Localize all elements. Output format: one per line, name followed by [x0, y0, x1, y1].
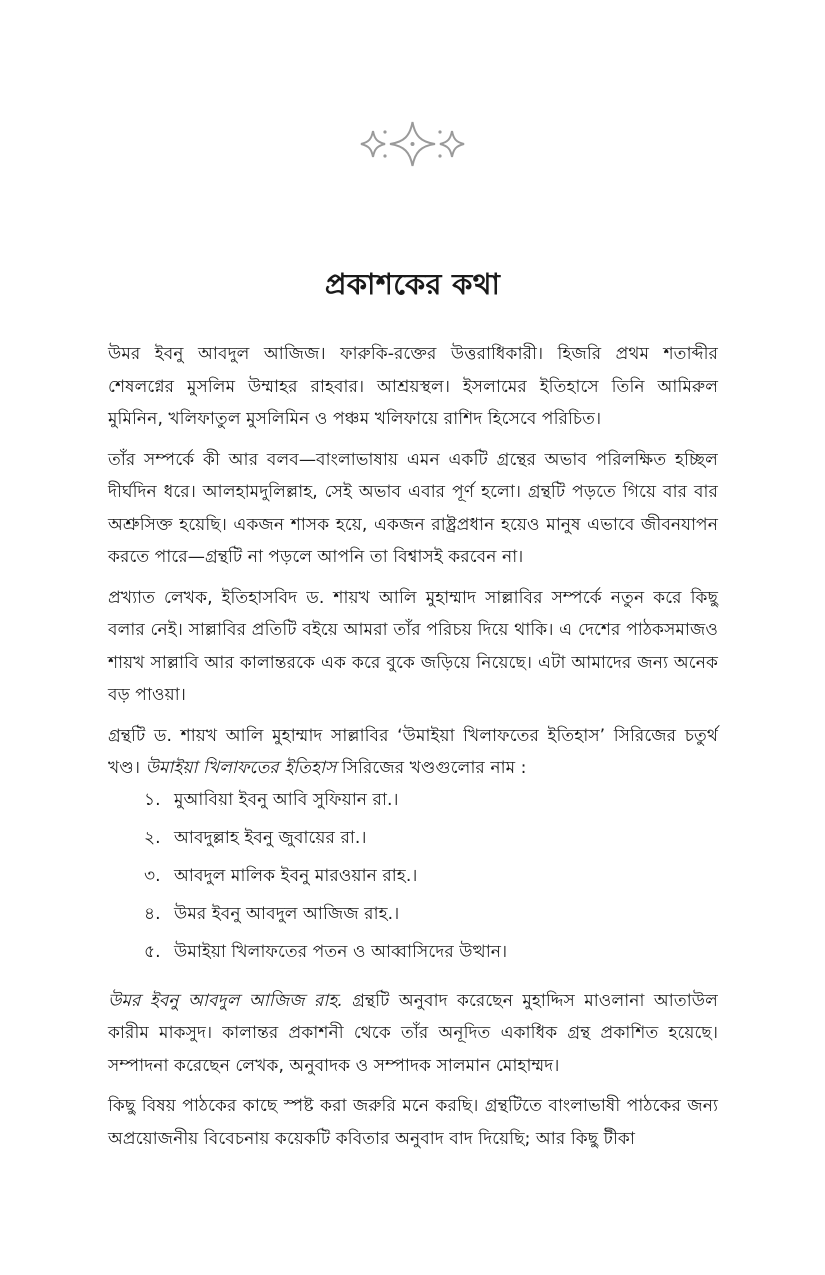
- series-tail-text: সিরিজের খণ্ডগুলোর নাম :: [341, 758, 527, 778]
- paragraph-author: প্রখ্যাত লেখক, ইতিহাসবিদ ড. শায়খ আলি মুহাম্মাদ সাল্লাবির সম্পর্কে নতুন করে কিছু বলার নেই। সাল্লাবির প্রতিটি বইয়ে আমরা তাঁর পরিচয় দিয়ে থাকি। এ দেশের পাঠকসমাজও শায়খ সাল্লাবি আর কালান্তরকে এক করে বুকে জড়িয়ে নিয়েছে। এটা আমাদের জন্য অনেক বড় পাওয়া।: [108, 587, 718, 705]
- list-item-title: উমাইয়া খিলাফতের পতন ও আব্বাসিদের উত্থান।: [174, 941, 508, 962]
- list-item: [108, 827, 718, 865]
- page-title: প্রকাশকের কথা: [324, 267, 501, 301]
- list-item-number: ৩.: [144, 865, 161, 886]
- list-item: [108, 865, 718, 903]
- list-item-title: মুআবিয়া ইবনু আবি সুফিয়ান রা.।: [174, 789, 399, 810]
- list-item: [108, 941, 718, 979]
- body-text: [108, 338, 718, 1163]
- series-volume-list: [108, 789, 718, 979]
- list-item-title: আবদুল মালিক ইবনু মারওয়ান রাহ.।: [174, 865, 418, 886]
- list-item-number: ২.: [144, 827, 161, 848]
- paragraph-intro: উমর ইবনু আবদুল আজিজ। ফারুকি-রক্তের উত্তরাধিকারী। হিজরি প্রথম শতাব্দীর শেষলগ্নের মুসলিম উম্মাহর রাহবার। আশ্রয়স্থল। ইসলামের ইতিহাসে তিনি আমিরুল মুমিনিন, খলিফাতুল মুসলিমিন ও পঞ্চম খলিফায়ে রাশিদ হিসেবে পরিচিত।: [108, 344, 718, 429]
- list-item-title: উমর ইবনু আবদুল আজিজ রাহ.।: [174, 903, 400, 924]
- paragraph-notes: কিছু বিষয় পাঠকের কাছে স্পষ্ট করা জরুরি মনে করছি। গ্রন্থটিতে বাংলাভাষী পাঠকের জন্য অপ্রয়োজনীয় বিবেচনায় কয়েকটি কবিতার অনুবাদ বাদ দিয়েছি; আর কিছু টীকা: [108, 1096, 718, 1149]
- series-intro-text: গ্রন্থটি ড. শায়খ আলি মুহাম্মাদ সাল্লাবির ‘উমাইয়া খিলাফতের ইতিহাস’ সিরিজের চতুর্থ খণ্ড।: [108, 725, 718, 778]
- list-item-title: আবদুল্লাহ ইবনু জুবায়ের রা.।: [174, 827, 367, 848]
- paragraph-translation: [108, 985, 718, 1083]
- diamond-star-ornament-icon: [355, 118, 470, 170]
- paragraph-series: [108, 720, 718, 785]
- list-item-number: ১.: [144, 789, 161, 810]
- series-name-italic: উমাইয়া খিলাফতের ইতিহাস: [145, 758, 337, 778]
- list-item-number: ৫.: [144, 941, 161, 962]
- book-title-italic: উমর ইবনু আবদুল আজিজ রাহ.: [108, 990, 343, 1011]
- list-item: [108, 789, 718, 827]
- list-item-number: ৪.: [144, 903, 161, 924]
- list-item: [108, 903, 718, 941]
- paragraph-about: তাঁর সম্পর্কে কী আর বলব—বাংলাভাষায় এমন একটি গ্রন্থের অভাব পরিলক্ষিত হচ্ছিল দীর্ঘদিন ধরে। আলহামদুলিল্লাহ, সেই অভাব এবার পূর্ণ হলো। গ্রন্থটি পড়তে গিয়ে বার বার অশ্রুসিক্ত হয়েছি। একজন শাসক হয়ে, একজন রাষ্ট্রপ্রধান হয়েও মানুষ এভাবে জীবনযাপন করতে পারে—গ্রন্থটি না পড়লে আপনি তা বিশ্বাসই করবেন না।: [108, 449, 718, 567]
- translation-text: গ্রন্থটি অনুবাদ করেছেন মুহাদ্দিস মাওলানা আতাউল কারীম মাকসুদ। কালান্তর প্রকাশনী থেকে তাঁর অনূদিত একাধিক গ্রন্থ প্রকাশিত হয়েছে। সম্পাদনা করেছেন লেখক, অনুবাদক ও সম্পাদক সালমান মোহাম্মদ।: [108, 990, 718, 1076]
